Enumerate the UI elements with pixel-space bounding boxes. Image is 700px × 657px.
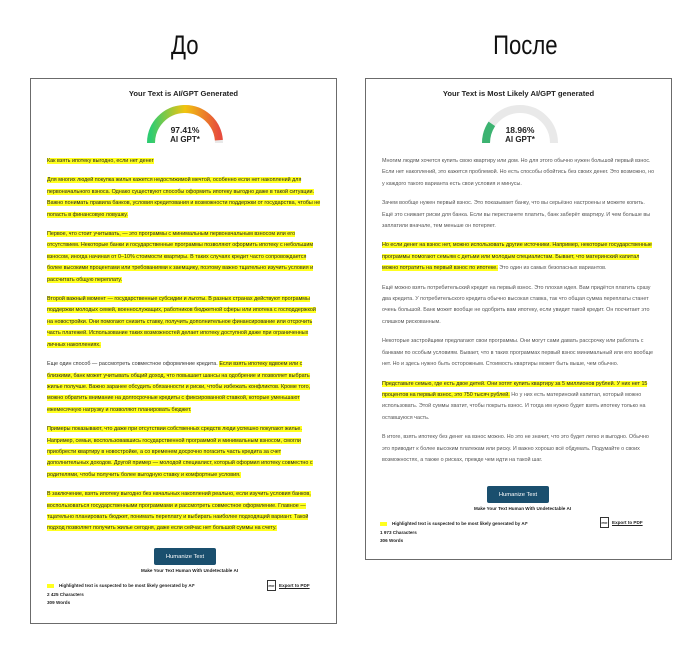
text-paragraph bbox=[382, 336, 657, 370]
highlight-legend bbox=[380, 521, 528, 526]
character-count: 1 973 Characters bbox=[380, 530, 417, 535]
after-heading: После bbox=[493, 30, 558, 60]
before-report-panel bbox=[30, 78, 337, 624]
humanize-subtitle: Make Your Text Human With Undetectable AI bbox=[141, 568, 239, 573]
humanize-text-button[interactable]: Humanize Text bbox=[154, 548, 216, 565]
ai-score-gauge bbox=[480, 103, 560, 147]
text-paragraph bbox=[382, 283, 657, 329]
plain-text: Некоторые застройщики предлагают свои программы. Они могут сами давать рассрочку или работать с банками по особым условиям. Бывает, что в таких программах первый взнос минимальный или его вообще нет. Но и здесь нужно быть осторожным. Стоимость квартиры может быть выше, чем обычно. bbox=[382, 338, 654, 368]
ai-highlighted-text: В заключение, взять ипотеку выгодно без начальных накоплений реально, если изучить условия банков, воспользоваться государственными программами и рассмотреть совместное оформление. Главное — тщательно планировать бюджет, понимать переплату и выбирать наиболее подходящий вариант. Такой подход позволяет получить жилье сегодня, даже если сейчас нет большой суммы на счету. bbox=[47, 491, 311, 532]
gauge-label: AI GPT* bbox=[170, 135, 200, 144]
text-paragraph bbox=[47, 294, 322, 351]
text-paragraph bbox=[382, 379, 657, 425]
export-label[interactable]: Export to PDF bbox=[279, 583, 310, 588]
highlight-swatch-icon bbox=[47, 584, 54, 588]
gauge-label: AI GPT* bbox=[505, 135, 535, 144]
ai-highlighted-text: Для многих людей покупка жилья кажется недостижимой мечтой, особенно если нет накоплений для первоначального взноса. Однако существуют способы оформить ипотеку выгодно даже в такой ситуации. Важно понимать правила банков, условия кредитования и возможности поддержки от государства, чтобы не попасть в финансовую ловушку. bbox=[47, 177, 321, 218]
text-paragraph bbox=[47, 489, 322, 535]
ai-highlighted-text: Но если денег на взнос нет, можно использовать другие источники. Например, некоторые государственные программы помогают семьям с детьми или молодым специалистам. Бывает, что материнский капитал можно потратить на первый взнос по ипотеке. bbox=[382, 242, 652, 272]
text-paragraph bbox=[382, 198, 657, 232]
ai-highlighted-text: Если взять ипотеку вдвоем или с близкими, банк может учитывать общий доход, что повышает шансы на одобрение и позволяет выбрать жилье получше. Важно заранее обсудить обязанности и риски, чтобы избежать конфликтов. Кроме того, можно обратить внимание на долгосрочные кредиты с фиксированной ставкой, которые уменьшают ежемесячную нагрузку и позволяют планировать бюджет. bbox=[47, 361, 311, 413]
word-count: 306 Words bbox=[380, 538, 404, 543]
gauge-percent: 18.96% bbox=[505, 125, 535, 135]
after-report-panel bbox=[365, 78, 672, 560]
text-paragraph bbox=[47, 424, 322, 481]
analyzed-text bbox=[382, 156, 657, 474]
plain-text: Зачем вообще нужен первый взнос. Это показывает банку, что вы серьёзно настроены и можете копить. Ещё это снижает риски для банка. Если вы перестанете платить, банк заберёт квартиру. И чем больше вы заплатили вначале, тем меньше он потеряет. bbox=[382, 200, 651, 230]
text-paragraph bbox=[382, 432, 657, 466]
legend-text: Highlighted text is suspected to be most likely generated by AI* bbox=[392, 521, 528, 526]
ai-highlighted-text: Представьте семью, где есть двое детей. Они хотят купить квартиру за 5 миллионов рублей. У них нет 15 процентов на первый взнос, это 750 тысяч рублей. bbox=[382, 380, 648, 398]
ai-highlighted-text: Первое, что стоит учитывать, — это программы с минимальным первоначальным взносом или его отсутствием. Некоторые банки и государственные программы позволяют оформить ипотеку с небольшим взносом, иногда начиная от 0–10% стоимости квартиры. В таких случаях кредит часто сопровождается более высокими процентами или требованиями к заемщику, поэтому важно тщательно изучить условия и рассчитать общую переплату. bbox=[47, 231, 314, 283]
gauge-percent: 97.41% bbox=[170, 125, 200, 135]
ai-highlighted-text: Примеры показывают, что даже при отсутствии собственных средств люди успешно покупают жилье. Например, семьи, воспользовавшись государственной программой и минимальным взносом, смогли приобрести квартиру в новостройке, а со временем досрочно погасить часть кредита за счет дополнительных доходов. Другой пример — молодой специалист, который оформил ипотеку совместно с родителями, чтобы получить более выгодную ставку и комфортные условия. bbox=[47, 426, 313, 478]
ai-highlighted-text: Второй важный момент — государственные субсидии и льготы. В разных странах действуют программы поддержки молодых семей, военнослужащих, работников бюджетной сферы или ипотека с господдержкой на новостройки. Они помогают снизить ставку, получить дополнительное финансирование или отсрочить часть платежей. Использование таких возможностей делает ипотеку доступной даже при ограниченных личных накоплениях. bbox=[47, 296, 316, 348]
text-paragraph bbox=[47, 156, 322, 167]
pdf-icon: PDF bbox=[600, 517, 609, 528]
highlight-legend bbox=[47, 583, 195, 588]
export-label[interactable]: Export to PDF bbox=[612, 520, 643, 525]
analyzed-text bbox=[47, 156, 322, 543]
humanize-subtitle: Make Your Text Human With Undetectable AI bbox=[474, 506, 572, 511]
legend-text: Highlighted text is suspected to be most likely generated by AI* bbox=[59, 583, 195, 588]
before-heading: До bbox=[171, 30, 199, 60]
plain-text: Многим людям хочется купить свою квартиру или дом. Но для этого обычно нужен большой первый взнос. Если нет накоплений, это кажется проблемой. Но есть способы обойтись без своих денег. Это возможно, но у каждого такого варианта есть свои условия и минусы. bbox=[382, 158, 655, 187]
text-paragraph bbox=[382, 240, 657, 274]
word-count: 309 Words bbox=[47, 600, 71, 605]
humanize-text-button[interactable]: Humanize Text bbox=[487, 486, 549, 503]
plain-text: Еще один способ — рассмотреть совместное оформление кредита. bbox=[47, 361, 220, 368]
highlight-swatch-icon bbox=[380, 522, 387, 526]
text-paragraph bbox=[47, 175, 322, 221]
text-paragraph bbox=[47, 229, 322, 286]
export-pdf-link[interactable] bbox=[600, 517, 643, 528]
plain-text: В итоге, взять ипотеку без денег на взнос можно. Но это не значит, что это будет легко и выгодно. Обычно это приводит к более высоким платежам или риску. И важно хорошо всё обдумать. Подумайте о своих возможностях, а также о рисках, прежде чем идти на такой шаг. bbox=[382, 434, 649, 463]
text-stats bbox=[47, 591, 84, 607]
report-title: Your Text is AI/GPT Generated bbox=[128, 89, 239, 98]
plain-text: Это один из самых безопасных вариантов. bbox=[497, 265, 607, 272]
plain-text: Ещё можно взять потребительский кредит на первый взнос. Это плохая идея. Вам придётся платить сразу два кредита. У потребительского кредита обычно высокая ставка, так что общая сумма переплаты станет очень большой. Банк может вообще не одобрить вам ипотеку, если увидит такой кредит. Он посчитает это слишком рискованным. bbox=[382, 284, 651, 325]
text-stats bbox=[380, 529, 417, 545]
text-paragraph bbox=[47, 359, 322, 416]
ai-score-gauge bbox=[145, 103, 225, 147]
text-paragraph bbox=[382, 156, 657, 190]
pdf-icon: PDF bbox=[267, 580, 276, 591]
character-count: 2 425 Characters bbox=[47, 592, 84, 597]
report-title: Your Text is Most Likely AI/GPT generated bbox=[442, 89, 595, 98]
plain-text: Но у них есть материнский капитал, который можно использовать. Этой суммы хватит, чтобы покрыть взнос. И тогда им нужно будет взять ипотеку только на оставшуюся часть. bbox=[382, 391, 646, 421]
export-pdf-link[interactable] bbox=[267, 580, 310, 591]
ai-highlighted-text: Как взять ипотеку выгодно, если нет денег bbox=[47, 158, 154, 164]
